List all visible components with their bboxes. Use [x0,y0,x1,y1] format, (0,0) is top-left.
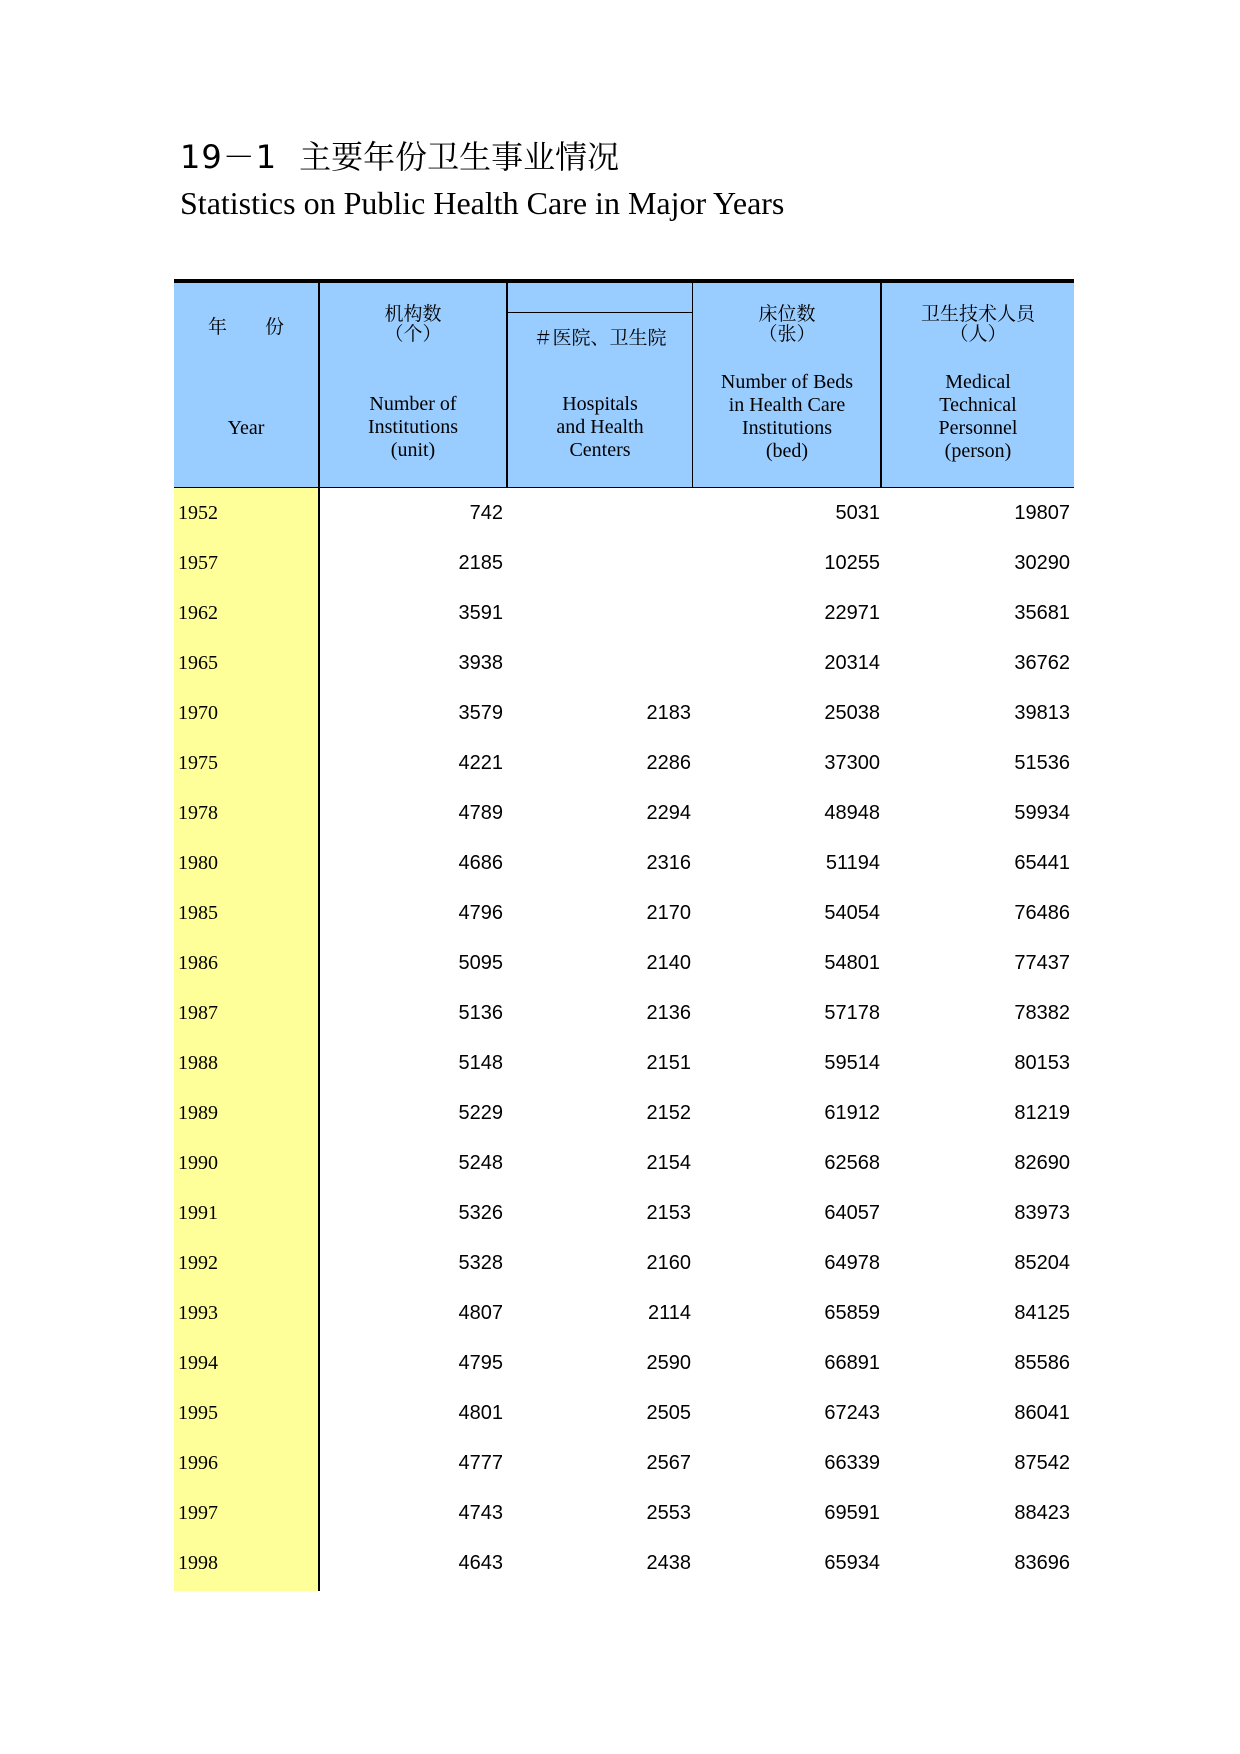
header-institutions [320,283,506,487]
header-beds-cn: 床位数 [758,303,816,325]
year-cell: 1975 [178,752,218,774]
beds-cell: 65934 [824,1552,880,1574]
table-row [174,741,1074,791]
year-cell: 1987 [178,1002,218,1024]
personnel-cell: 82690 [1014,1152,1070,1174]
personnel-cell: 78382 [1014,1002,1070,1024]
hospitals-cell: 2183 [646,702,691,724]
table-row [174,1541,1074,1591]
table-row [174,991,1074,1041]
table-row [174,1141,1074,1191]
year-cell: 1962 [178,602,218,624]
hospitals-cell: 2553 [646,1502,691,1524]
year-cell: 1978 [178,802,218,824]
personnel-cell: 84125 [1014,1302,1070,1324]
header-beds-unit-cn: （张） [758,323,816,345]
hospitals-cell: 2438 [646,1552,691,1574]
hospitals-cell: 2152 [646,1102,691,1124]
personnel-cell: 51536 [1014,752,1070,774]
institutions-cell: 4221 [458,752,503,774]
hospitals-cell: 2154 [646,1152,691,1174]
table-row [174,841,1074,891]
table-row [174,541,1074,591]
year-cell: 1965 [178,652,218,674]
table-row [174,1191,1074,1241]
beds-cell: 64978 [824,1252,880,1274]
hospitals-cell: 2170 [646,902,691,924]
personnel-cell: 76486 [1014,902,1070,924]
year-cell: 1989 [178,1102,218,1124]
table-row [174,1341,1074,1391]
table-row [174,941,1074,991]
year-cell: 1992 [178,1252,218,1274]
table-row [174,1441,1074,1491]
institutions-cell: 3938 [458,652,503,674]
header-institutions-unit-cn: （个） [384,323,442,345]
header-hospitals-cn: ＃医院、卫生院 [533,327,667,349]
table-header [174,283,1074,488]
personnel-cell: 80153 [1014,1052,1070,1074]
year-cell: 1993 [178,1302,218,1324]
header-institutions-en: Number of Institutions (unit) [367,393,458,461]
beds-cell: 5031 [835,502,880,524]
table-row [174,791,1074,841]
year-cell: 1988 [178,1052,218,1074]
personnel-cell: 65441 [1014,852,1070,874]
beds-cell: 65859 [824,1302,880,1324]
institutions-cell: 5148 [458,1052,503,1074]
hospitals-cell: 2153 [646,1202,691,1224]
beds-cell: 25038 [824,702,880,724]
institutions-cell: 4796 [458,902,503,924]
year-cell: 1991 [178,1202,218,1224]
table-row [174,591,1074,641]
beds-cell: 48948 [824,802,880,824]
header-personnel-unit-cn: （人） [949,323,1007,345]
year-cell: 1994 [178,1352,218,1374]
table-row [174,491,1074,541]
personnel-cell: 83696 [1014,1552,1070,1574]
year-cell: 1996 [178,1452,218,1474]
institutions-cell: 5229 [458,1102,503,1124]
year-cell: 1998 [178,1552,218,1574]
personnel-cell: 19807 [1014,502,1070,524]
institutions-cell: 4801 [458,1402,503,1424]
institutions-cell: 4795 [458,1352,503,1374]
table-row [174,641,1074,691]
beds-cell: 51194 [825,852,880,874]
personnel-cell: 30290 [1014,552,1070,574]
beds-cell: 37300 [824,752,880,774]
personnel-cell: 85586 [1014,1352,1070,1374]
hospitals-cell: 2505 [646,1402,691,1424]
beds-cell: 10255 [824,552,880,574]
hospitals-cell: 2294 [646,802,691,824]
personnel-cell: 36762 [1014,652,1070,674]
institutions-cell: 4789 [458,802,503,824]
header-personnel [882,283,1074,487]
institutions-cell: 3579 [458,702,503,724]
institutions-cell: 4686 [458,852,503,874]
year-cell: 1970 [178,702,218,724]
beds-cell: 20314 [824,652,880,674]
hospitals-cell: 2567 [646,1452,691,1474]
institutions-cell: 3591 [458,602,503,624]
personnel-cell: 81219 [1014,1102,1070,1124]
institutions-cell: 5136 [458,1002,503,1024]
header-divider [692,283,693,487]
hospitals-cell: 2160 [646,1252,691,1274]
personnel-cell: 77437 [1014,952,1070,974]
personnel-cell: 86041 [1014,1402,1070,1424]
beds-cell: 54801 [824,952,880,974]
institutions-cell: 5328 [458,1252,503,1274]
beds-cell: 66339 [824,1452,880,1474]
institutions-cell: 742 [469,502,503,524]
hospitals-cell: 2590 [646,1352,691,1374]
institutions-cell: 2185 [458,552,503,574]
hospitals-cell: 2136 [646,1002,691,1024]
institutions-cell: 4807 [458,1302,503,1324]
table-row [174,1041,1074,1091]
beds-cell: 22971 [824,602,880,624]
personnel-cell: 88423 [1014,1502,1070,1524]
table-row [174,1091,1074,1141]
header-hospitals-en: Hospitals and Health Centers [556,393,644,461]
institutions-cell: 5248 [458,1152,503,1174]
year-cell: 1995 [178,1402,218,1424]
institutions-cell: 5326 [458,1202,503,1224]
institutions-cell: 4743 [458,1502,503,1524]
title-cn-text: 主要年份卫生事业情况 [299,138,620,176]
institutions-cell: 5095 [458,952,503,974]
beds-cell: 64057 [824,1202,880,1224]
institutions-cell: 4777 [458,1452,503,1474]
hospitals-cell: 2114 [647,1302,691,1324]
institutions-cell: 4643 [458,1552,503,1574]
hospitals-cell: 2140 [646,952,691,974]
personnel-cell: 39813 [1014,702,1070,724]
personnel-cell: 85204 [1014,1252,1070,1274]
personnel-cell: 59934 [1014,802,1070,824]
table-row [174,1241,1074,1291]
header-year [174,283,318,487]
table-row [174,1391,1074,1441]
year-cell: 1985 [178,902,218,924]
beds-cell: 67243 [824,1402,880,1424]
year-cell: 1990 [178,1152,218,1174]
beds-cell: 69591 [824,1502,880,1524]
beds-cell: 57178 [824,1002,880,1024]
hospitals-cell: 2151 [646,1052,691,1074]
header-year-en: Year [227,417,265,439]
page-title-cn [180,132,619,178]
header-sub-divider [506,312,507,487]
header-institutions-cn: 机构数 [384,303,442,325]
table-row [174,891,1074,941]
header-personnel-cn: 卫生技术人员 [920,303,1035,325]
year-cell: 1980 [178,852,218,874]
beds-cell: 59514 [824,1052,880,1074]
year-cell: 1952 [178,502,218,524]
table-row [174,691,1074,741]
hospitals-cell: 2286 [646,752,691,774]
beds-cell: 54054 [824,902,880,924]
header-beds-en: Number of Beds in Health Care Institutions (bed) [720,371,854,462]
header-personnel-en: Medical Technical Personnel (person) [938,371,1018,462]
table-number: 19－1 [180,138,278,176]
table-row [174,1491,1074,1541]
page-title-en: Statistics on Public Health Care in Major Years [180,185,785,221]
hospitals-cell: 2316 [646,852,691,874]
personnel-cell: 83973 [1014,1202,1070,1224]
personnel-cell: 87542 [1014,1452,1070,1474]
beds-cell: 66891 [824,1352,880,1374]
beds-cell: 61912 [824,1102,880,1124]
header-beds [694,283,880,487]
beds-cell: 62568 [824,1152,880,1174]
header-hospitals [508,283,692,487]
table-row [174,1291,1074,1341]
header-year-cn: 年 份 [207,316,284,338]
year-cell: 1997 [178,1502,218,1524]
year-cell: 1986 [178,952,218,974]
personnel-cell: 35681 [1014,602,1070,624]
year-cell: 1957 [178,552,218,574]
